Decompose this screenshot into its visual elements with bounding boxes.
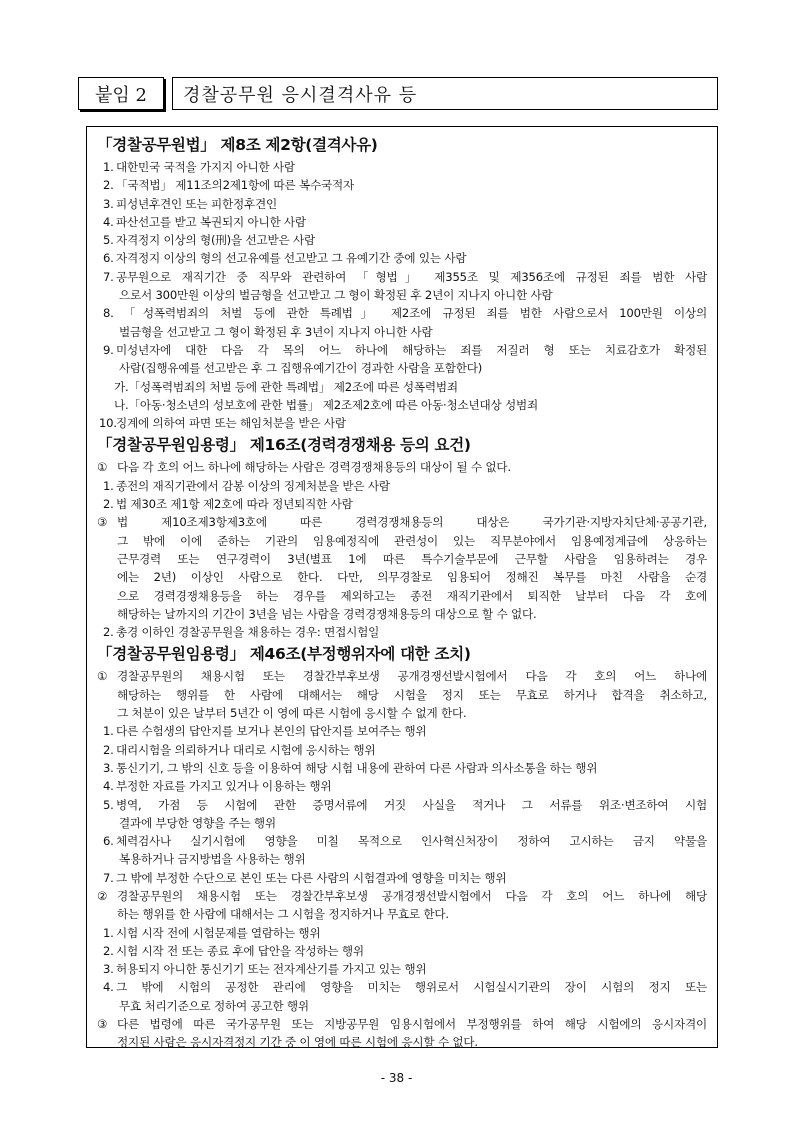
item-number: 1. <box>103 925 114 940</box>
item-first-line <box>97 924 707 942</box>
item-number: ① <box>97 460 108 475</box>
item-text: 공무원으로 재직기간 중 직무와 관련하여 「형법」 제355조 및 제356조에 규정된 죄를 범한 사람 <box>116 269 707 284</box>
item-first-line <box>97 158 707 176</box>
item-text: 병역, 가점 등 시험에 관한 증명서류에 거짓 사실을 적거나 그 서류를 위조·변조하여 시험 <box>116 797 707 812</box>
item-text: 그 밖에 부정한 수단으로 본인 또는 다른 사람의 시험결과에 영향을 미치는 행위 <box>116 870 507 885</box>
item-number: 2. <box>103 497 114 512</box>
item-continuation-line <box>97 568 707 586</box>
item-number: 3. <box>103 196 114 211</box>
item-text: 으로 경력경쟁채용등을 하는 경우를 제외하고는 종전 재직기관에서 퇴직한 날부터 다음 각 호에 <box>117 588 707 603</box>
paragraph-item <box>97 667 707 722</box>
item-text: 시험 시작 전에 시험문제를 열람하는 행위 <box>116 925 321 940</box>
item-text: 다른 수험생의 답안지를 보거나 본인의 답안지를 보여주는 행위 <box>116 724 427 739</box>
list-item <box>97 158 707 176</box>
paragraph-item <box>97 513 707 623</box>
item-number: 1. <box>103 478 114 493</box>
item-number: 4. <box>103 779 114 794</box>
item-continuation-line <box>97 1033 707 1051</box>
sub-list-item <box>97 378 707 396</box>
item-text: 「국적법」 제11조의2제1항에 따른 복수국적자 <box>116 178 354 193</box>
item-number: 1. <box>103 160 114 174</box>
item-first-line <box>97 869 707 887</box>
item-continuation-line <box>97 323 707 341</box>
item-continuation-line <box>97 605 707 623</box>
item-first-line <box>97 960 707 978</box>
item-text: 근무경력 또는 연구경력이 3년(별표 1에 따른 특수기술부문에 근무할 사람을 임용하려는 경우 <box>117 551 707 566</box>
item-number: 3. <box>103 962 114 977</box>
list-item <box>97 414 707 432</box>
item-number: 7. <box>103 269 114 284</box>
attachment-title: 경찰공무원 응시결격사유 등 <box>172 77 718 110</box>
section-title: 「경찰공무원임용령」 제46조(부정행위자에 대한 조치) <box>97 645 471 664</box>
item-text: 대한민국 국적을 가지지 아니한 사람 <box>116 160 295 174</box>
sub-list-item <box>97 396 707 414</box>
item-text: 정지된 사람은 응시자격정지 기간 중 이 영에 따른 시험에 응시할 수 없다. <box>117 1035 478 1050</box>
item-text: 총경 이하인 경찰공무원을 채용하는 경우: 면접시험일 <box>116 625 380 640</box>
item-first-line <box>97 458 707 476</box>
item-number: 2. <box>103 178 114 193</box>
item-text: 체력검사나 실기시험에 영향을 미칠 목적으로 인사혁신처장이 정하여 고시하는 금지 약물을 <box>116 834 707 849</box>
item-continuation-line <box>97 704 707 722</box>
item-text: 시험 시작 전 또는 종료 후에 답안을 작성하는 행위 <box>116 943 364 958</box>
list-item <box>97 176 707 194</box>
item-number: 10. <box>99 416 117 431</box>
item-first-line <box>97 378 707 396</box>
paragraph-item <box>97 887 707 924</box>
list-item <box>97 268 707 305</box>
list-item <box>97 231 707 249</box>
item-continuation-line <box>97 550 707 568</box>
item-number: 나. <box>114 397 129 412</box>
item-number: 7. <box>103 870 114 885</box>
item-text: 「성폭력범죄의 처벌 등에 관한 특례법」 제2조에 따른 성폭력범죄 <box>128 379 458 394</box>
item-first-line <box>97 268 707 286</box>
list-item <box>97 759 707 777</box>
item-text: 파산선고를 받고 복권되지 아니한 사람 <box>116 214 306 229</box>
item-number: 가. <box>114 379 129 394</box>
item-text: 부정한 자료를 가지고 있거나 이용하는 행위 <box>116 779 332 794</box>
item-first-line <box>97 513 707 531</box>
item-first-line <box>97 231 707 249</box>
item-number: 6. <box>103 251 114 266</box>
list-item <box>97 924 707 942</box>
item-number: 2. <box>103 625 114 640</box>
list-item <box>97 777 707 795</box>
item-number: ① <box>97 669 108 684</box>
list-item <box>97 942 707 960</box>
paragraph-item <box>97 1015 707 1052</box>
item-continuation-line <box>97 286 707 304</box>
item-text: 경찰공무원의 채용시험 또는 경찰간부후보생 공개경쟁선발시험에서 다음 각 호의 어느 하나에 해당 <box>117 888 707 903</box>
item-continuation-line <box>97 997 707 1015</box>
list-item <box>97 477 707 495</box>
item-number: ③ <box>97 515 108 530</box>
list-item <box>97 623 707 641</box>
list-item <box>97 304 707 341</box>
attachment-header <box>78 77 718 112</box>
item-first-line <box>97 477 707 495</box>
item-continuation-line <box>97 905 707 923</box>
item-number: 2. <box>103 943 114 958</box>
item-first-line <box>97 176 707 194</box>
list-item <box>97 495 707 513</box>
item-text: 복용하거나 금지방법을 사용하는 행위 <box>119 852 306 867</box>
page-number: - 38 - <box>380 1071 413 1085</box>
list-item <box>97 978 707 1015</box>
item-text: 무효 처리기준으로 정하여 공고한 행위 <box>119 998 309 1013</box>
list-item <box>97 249 707 267</box>
item-number: 8. <box>103 306 114 321</box>
item-number: 4. <box>103 980 114 995</box>
item-text: 다른 법령에 따른 국가공무원 또는 지방공무원 임용시험에서 부정행위를 하여 해당 시험에의 응시자격이 <box>117 1017 707 1032</box>
item-text: 해당하는 행위를 한 사람에 대해서는 해당 시험을 정지 또는 무효로 하거나 합격을 취소하고, <box>117 687 707 702</box>
item-text: 대리시험을 의뢰하거나 대리로 시험에 응시하는 행위 <box>116 742 376 757</box>
item-first-line <box>97 249 707 267</box>
list-item <box>97 960 707 978</box>
item-text: 사람(집행유예를 선고받은 후 그 집행유예기간이 경과한 사람을 포함한다) <box>119 361 483 376</box>
item-number: 5. <box>103 797 114 812</box>
item-text: 징계에 의하여 파면 또는 해임처분을 받은 사람 <box>116 416 346 431</box>
item-continuation-line <box>97 850 707 868</box>
item-first-line <box>97 396 707 414</box>
item-text: 그 밖에 이에 준하는 기관의 임용예정직에 관련성이 있는 직무분야에서 임용예정계급에 상응하는 <box>117 533 707 548</box>
item-first-line <box>97 213 707 231</box>
item-number: 4. <box>103 214 114 229</box>
item-first-line <box>97 341 707 359</box>
item-text: 벌금형을 선고받고 그 형이 확정된 후 3년이 지나지 아니한 사람 <box>119 324 433 339</box>
item-text: 피성년후견인 또는 피한정후견인 <box>116 196 277 211</box>
attachment-tag: 붙임 2 <box>78 77 164 110</box>
list-item <box>97 832 707 869</box>
item-text: 으로서 300만원 이상의 벌금형을 선고받고 그 형이 확정된 후 2년이 지나지 아니한 사람 <box>119 288 553 303</box>
item-text: 「성폭력범죄의 처벌 등에 관한 특례법」 제2조에 규정된 죄를 범한 사람으로서 100만원 이상의 <box>116 306 707 321</box>
item-continuation-line <box>97 686 707 704</box>
item-continuation-line <box>97 532 707 550</box>
item-first-line <box>97 195 707 213</box>
item-first-line <box>97 978 707 996</box>
item-continuation-line <box>97 587 707 605</box>
item-first-line <box>97 667 707 685</box>
item-first-line <box>97 796 707 814</box>
list-item <box>97 213 707 231</box>
item-text: 「아동·청소년의 성보호에 관한 법률」 제2조제2호에 따른 아동·청소년대상 성범죄 <box>128 397 538 412</box>
item-first-line <box>97 777 707 795</box>
item-first-line <box>97 722 707 740</box>
item-number: 2. <box>103 742 114 757</box>
list-item <box>97 722 707 740</box>
item-text: 하는 행위를 한 사람에 대해서는 그 시험을 정지하거나 무효로 한다. <box>117 907 449 922</box>
item-text: 미성년자에 대한 다음 각 목의 어느 하나에 해당하는 죄를 저질러 형 또는 치료감호가 확정된 <box>116 342 707 357</box>
list-item <box>97 869 707 887</box>
item-first-line <box>97 304 707 322</box>
item-continuation-line <box>97 359 707 377</box>
item-text: 종전의 재직기관에서 감봉 이상의 징계처분을 받은 사람 <box>116 478 390 493</box>
item-text: 법 제10조제3항제3호에 따른 경력경쟁채용등의 대상은 국가기관·지방자치단체·공공기관, <box>117 515 707 530</box>
content-box <box>86 126 718 1048</box>
list-item <box>97 741 707 759</box>
list-item <box>97 341 707 378</box>
item-first-line <box>97 887 707 905</box>
item-text: 자격정지 이상의 형(刑)을 선고받은 사람 <box>116 233 315 248</box>
item-number: 1. <box>103 724 114 739</box>
item-text: 법 제30조 제1항 제2호에 따라 정년퇴직한 사람 <box>116 497 353 512</box>
item-continuation-line <box>97 814 707 832</box>
item-text: 통신기기, 그 밖의 신호 등을 이용하여 해당 시험 내용에 관하여 다른 사람과 의사소통을 하는 행위 <box>116 760 598 775</box>
item-number: 6. <box>103 834 114 849</box>
item-number: ③ <box>97 1017 108 1032</box>
item-text: 결과에 부당한 영향을 주는 행위 <box>119 815 276 830</box>
section-title: 「경찰공무원법」 제8조 제2항(결격사유) <box>97 136 378 154</box>
item-text: 그 처분이 있은 날부터 5년간 이 영에 따른 시험에 응시할 수 없게 한다. <box>117 706 467 721</box>
list-item <box>97 195 707 213</box>
item-text: 다음 각 호의 어느 하나에 해당하는 사람은 경력경쟁채용등의 대상이 될 수 없다. <box>117 460 511 475</box>
item-text: 자격정지 이상의 형의 선고유예를 선고받고 그 유예기간 중에 있는 사람 <box>116 251 467 266</box>
item-number: ② <box>97 888 108 903</box>
list-item <box>97 796 707 833</box>
item-text: 경찰공무원의 채용시험 또는 경찰간부후보생 공개경쟁선발시험에서 다음 각 호의 어느 하나에 <box>117 669 707 684</box>
item-text: 에는 2년) 이상인 사람으로 한다. 다만, 의무경찰로 임용되어 정해진 복무를 마친 사람을 순경 <box>117 570 707 585</box>
item-first-line <box>97 1015 707 1033</box>
item-first-line <box>97 832 707 850</box>
item-number: 5. <box>103 233 114 248</box>
section-title: 「경찰공무원임용령」 제16조(경력경쟁채용 등의 요건) <box>97 436 471 455</box>
item-first-line <box>97 623 707 641</box>
item-first-line <box>97 942 707 960</box>
item-first-line <box>97 741 707 759</box>
item-first-line <box>97 759 707 777</box>
item-first-line <box>97 414 707 432</box>
item-text: 그 밖에 시험의 공정한 관리에 영향을 미치는 행위로서 시험실시기관의 장이 시험의 정지 또는 <box>116 980 707 995</box>
item-first-line <box>97 495 707 513</box>
item-text: 해당하는 날까지의 기간이 3년을 넘는 사람을 경력경쟁채용등의 대상으로 할 수 없다. <box>117 606 537 621</box>
item-text: 허용되지 아니한 통신기기 또는 전자계산기를 가지고 있는 행위 <box>116 962 427 977</box>
item-number: 3. <box>103 760 114 775</box>
item-number: 9. <box>103 342 114 357</box>
paragraph-item <box>97 458 707 476</box>
